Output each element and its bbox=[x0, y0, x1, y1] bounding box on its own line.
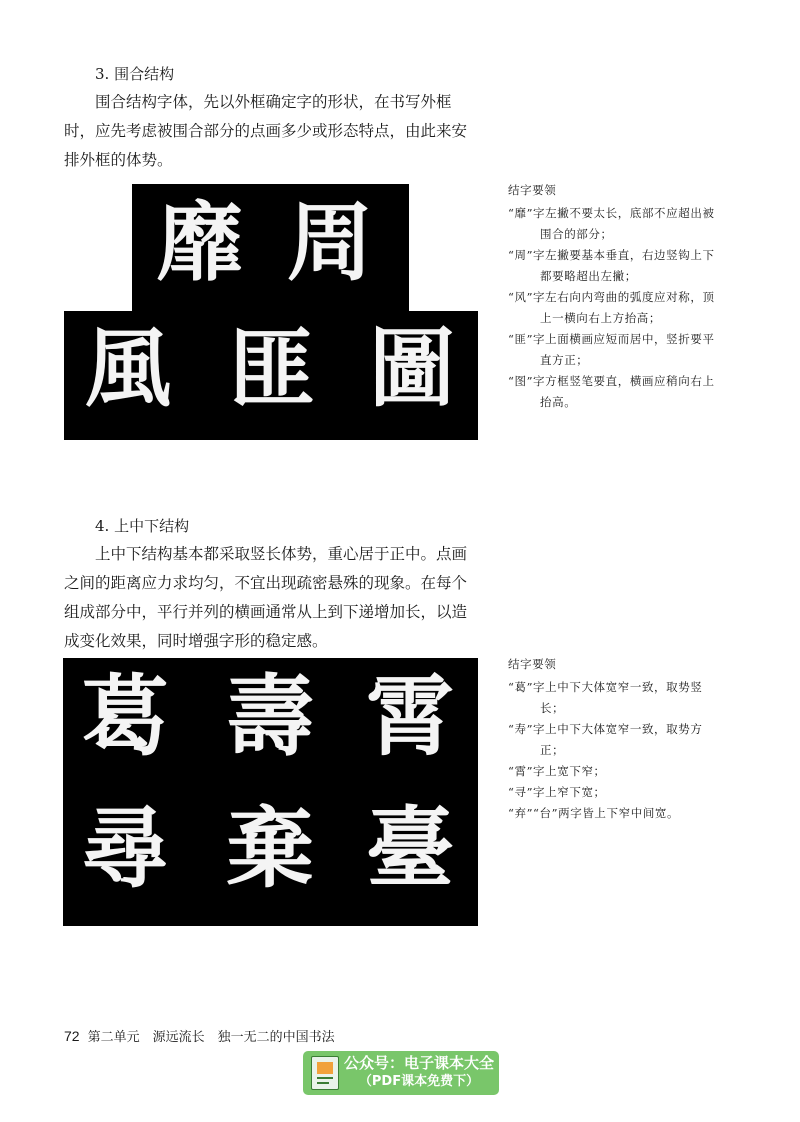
calligraphy-glyph-xun: 尋 bbox=[80, 796, 169, 900]
paragraph-line: 排外框的体势。 bbox=[64, 151, 173, 169]
note-item: “弃”“台”两字皆上下窄中间宽。 bbox=[508, 806, 680, 820]
watermark-badge bbox=[303, 1051, 499, 1095]
paragraph-line: 时，应先考虑被围合部分的点画多少或形态特点，由此来安 bbox=[64, 122, 468, 140]
paragraph-line: 之间的距离应力求均匀，不宜出现疏密悬殊的现象。在每个 bbox=[64, 574, 468, 592]
watermark-line-1: 公众号：电子课本大全 bbox=[343, 1054, 494, 1072]
calligraphy-glyph-xiao: 霄 bbox=[365, 664, 454, 768]
note-item: “周”字左撇要基本垂直，右边竖钩上下都要略超出左撇； bbox=[508, 248, 715, 283]
watermark-line-2: （PDF课本免费下） bbox=[358, 1074, 480, 1089]
page-number: 72 bbox=[64, 1028, 80, 1044]
calligraphy-glyph-feng: 風 bbox=[85, 318, 171, 419]
paragraph-line: 上中下结构基本都采取竖长体势，重心居于正中。点画 bbox=[95, 545, 468, 563]
note-item: “寻”字上窄下宽； bbox=[508, 785, 606, 799]
section-4-notes bbox=[508, 654, 718, 824]
section-4-heading: 4. 上中下结构 bbox=[95, 517, 190, 535]
paragraph-line: 成变化效果，同时增强字形的稳定感。 bbox=[64, 632, 328, 650]
note-item: “寿”字上中下大体宽窄一致，取势方正； bbox=[508, 722, 703, 757]
notes-title: 结字要领 bbox=[508, 183, 557, 197]
book-logo-icon bbox=[311, 1056, 339, 1090]
notes-title: 结字要领 bbox=[508, 657, 557, 671]
note-item: “靡”字左撇不要太长，底部不应超出被围合的部分； bbox=[508, 206, 715, 241]
calligraphy-glyph-qi: 棄 bbox=[225, 796, 314, 900]
calligraphy-glyph-tu: 圖 bbox=[369, 318, 455, 419]
calligraphy-glyph-ge: 葛 bbox=[80, 664, 169, 768]
calligraphy-glyph-mi: 靡 bbox=[157, 192, 243, 293]
section-3-notes bbox=[508, 180, 718, 413]
section-3-paragraph bbox=[64, 88, 468, 175]
note-item: “匪”字上面横画应短而居中，竖折要平直方正； bbox=[508, 332, 715, 367]
calligraphy-glyph-fei: 匪 bbox=[229, 318, 315, 419]
calligraphy-glyph-tai: 臺 bbox=[365, 796, 454, 900]
calligraphy-glyph-zhou: 周 bbox=[287, 192, 373, 293]
section-3-heading: 3. 围合结构 bbox=[95, 65, 175, 83]
paragraph-line: 组成部分中，平行并列的横画通常从上到下递增加长，以造 bbox=[64, 603, 468, 621]
note-item: “风”字左右向内弯曲的弧度应对称，顶上一横向右上方抬高； bbox=[508, 290, 715, 325]
unit-title: 第二单元 源远流长 独一无二的中国书法 bbox=[87, 1030, 335, 1045]
calligraphy-glyph-shou: 壽 bbox=[225, 664, 314, 768]
note-item: “图”字方框竖笔要直，横画应稍向右上抬高。 bbox=[508, 374, 715, 409]
page-footer bbox=[64, 1027, 335, 1047]
note-item: “霄”字上宽下窄； bbox=[508, 764, 606, 778]
section-4-paragraph bbox=[64, 540, 468, 656]
note-item: “葛”字上中下大体宽窄一致，取势竖长； bbox=[508, 680, 703, 715]
paragraph-line: 围合结构字体，先以外框确定字的形状，在书写外框 bbox=[95, 93, 452, 111]
